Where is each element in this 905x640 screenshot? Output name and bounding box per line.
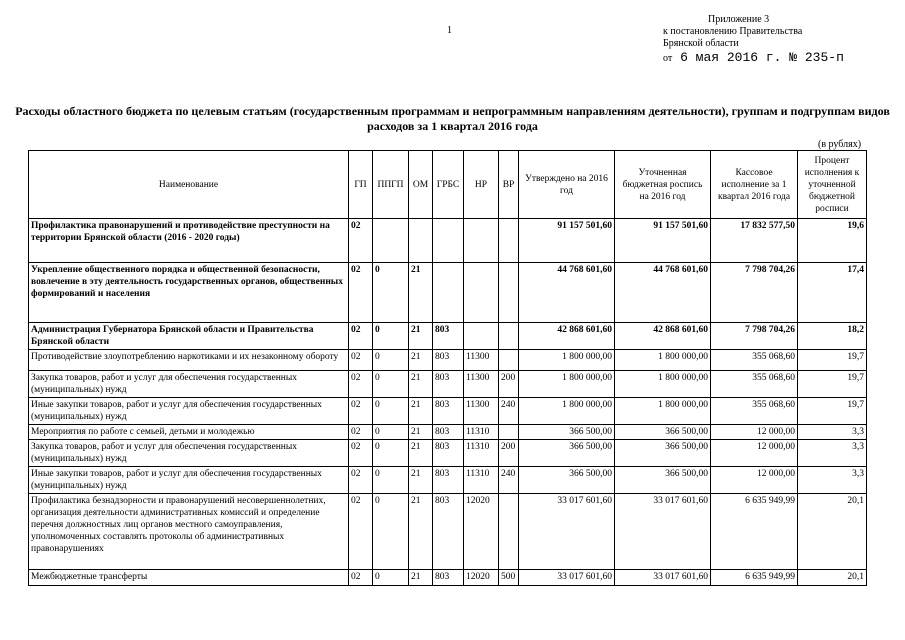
date-value: 6 мая 2016 г. № 235-п: [680, 50, 844, 65]
cell-approved: 366 500,00: [519, 425, 615, 440]
appendix-title: Приложение 3: [708, 14, 770, 25]
cell-grbs: 803: [433, 570, 464, 586]
cell-np: 12020: [464, 494, 499, 570]
cell-percent: 18,2: [798, 323, 867, 350]
header-refined: Уточненная бюджетная роспись на 2016 год: [615, 151, 711, 219]
cell-vr: [499, 350, 519, 371]
cell-name: Закупка товаров, работ и услуг для обеспечения государственных (муниципальных) нужд: [29, 440, 349, 467]
cell-np: [464, 263, 499, 323]
appendix-decree: к постановлению Правительства: [663, 26, 803, 37]
cell-ppgp: 0: [373, 467, 409, 494]
cell-om: 21: [409, 263, 433, 323]
header-gp: ГП: [349, 151, 373, 219]
cell-grbs: 803: [433, 440, 464, 467]
cell-approved: 33 017 601,60: [519, 570, 615, 586]
table-row: [29, 398, 867, 425]
cell-gp: 02: [349, 323, 373, 350]
cell-name: Мероприятия по работе с семьей, детьми и молодежью: [29, 425, 349, 440]
appendix-date: [663, 50, 844, 67]
cell-percent: 20,1: [798, 570, 867, 586]
appendix-block: [663, 14, 844, 67]
cell-refined: 366 500,00: [615, 425, 711, 440]
cell-approved: 1 800 000,00: [519, 350, 615, 371]
cell-ppgp: 0: [373, 425, 409, 440]
cell-cash: 6 635 949,99: [711, 570, 798, 586]
cell-cash: 7 798 704,26: [711, 323, 798, 350]
cell-vr: [499, 425, 519, 440]
cell-om: 21: [409, 398, 433, 425]
page-number: 1: [447, 25, 452, 36]
cell-vr: 200: [499, 371, 519, 398]
cell-percent: 3,3: [798, 440, 867, 467]
cell-refined: 42 868 601,60: [615, 323, 711, 350]
cell-name: Межбюджетные трансферты: [29, 570, 349, 586]
cell-vr: [499, 263, 519, 323]
cell-name: Иные закупки товаров, работ и услуг для обеспечения государственных (муниципальных) нужд: [29, 467, 349, 494]
cell-np: [464, 323, 499, 350]
cell-om: 21: [409, 570, 433, 586]
cell-cash: 6 635 949,99: [711, 494, 798, 570]
cell-percent: 19,6: [798, 219, 867, 263]
cell-grbs: [433, 263, 464, 323]
cell-ppgp: 0: [373, 263, 409, 323]
table-header-row: [29, 151, 867, 219]
table-row: [29, 440, 867, 467]
cell-ppgp: [373, 219, 409, 263]
header-grbs: ГРБС: [433, 151, 464, 219]
table-row: [29, 371, 867, 398]
table-row: [29, 570, 867, 586]
header-name: Наименование: [29, 151, 349, 219]
cell-om: 21: [409, 494, 433, 570]
cell-cash: 17 832 577,50: [711, 219, 798, 263]
cell-gp: 02: [349, 425, 373, 440]
cell-om: 21: [409, 440, 433, 467]
cell-grbs: 803: [433, 398, 464, 425]
cell-np: 11310: [464, 440, 499, 467]
table-row: [29, 494, 867, 570]
cell-percent: 17,4: [798, 263, 867, 323]
table-row: [29, 263, 867, 323]
cell-np: 11310: [464, 467, 499, 494]
cell-approved: 91 157 501,60: [519, 219, 615, 263]
cell-percent: 20,1: [798, 494, 867, 570]
cell-approved: 33 017 601,60: [519, 494, 615, 570]
cell-name: Профилактика безнадзорности и правонарушений несовершеннолетних, организация деятельности административных комиссий и определение перечня должностных лиц органов местного самоуправления, уполномоченных составлять протоколы об административных правонарушениях: [29, 494, 349, 570]
document-title: Расходы областного бюджета по целевым статьям (государственным программам и непрограммным направлениям деятельности), группам и подгруппам видов расходов за 1 квартал 2016 года: [15, 104, 890, 133]
cell-cash: 12 000,00: [711, 467, 798, 494]
cell-np: 12020: [464, 570, 499, 586]
cell-refined: 1 800 000,00: [615, 350, 711, 371]
cell-grbs: 803: [433, 371, 464, 398]
appendix-region: Брянской области: [663, 38, 739, 49]
expenses-table: [28, 150, 867, 586]
header-ppgp: ППГП: [373, 151, 409, 219]
cell-cash: 12 000,00: [711, 440, 798, 467]
cell-om: 21: [409, 323, 433, 350]
cell-percent: 3,3: [798, 467, 867, 494]
cell-grbs: 803: [433, 425, 464, 440]
cell-om: 21: [409, 371, 433, 398]
cell-name: Иные закупки товаров, работ и услуг для обеспечения государственных (муниципальных) нужд: [29, 398, 349, 425]
cell-gp: 02: [349, 467, 373, 494]
cell-om: 21: [409, 425, 433, 440]
table-row: [29, 323, 867, 350]
cell-refined: 33 017 601,60: [615, 570, 711, 586]
cell-np: 11310: [464, 425, 499, 440]
cell-gp: 02: [349, 263, 373, 323]
header-percent: Процент исполнения к уточненной бюджетной росписи: [798, 151, 867, 219]
cell-gp: 02: [349, 570, 373, 586]
cell-np: 11300: [464, 371, 499, 398]
table-row: [29, 219, 867, 263]
cell-np: [464, 219, 499, 263]
date-prefix: от: [663, 53, 673, 64]
cell-approved: 366 500,00: [519, 467, 615, 494]
cell-om: [409, 219, 433, 263]
cell-np: 11300: [464, 350, 499, 371]
cell-refined: 366 500,00: [615, 467, 711, 494]
cell-gp: 02: [349, 398, 373, 425]
cell-refined: 1 800 000,00: [615, 398, 711, 425]
cell-vr: [499, 494, 519, 570]
cell-vr: [499, 323, 519, 350]
cell-grbs: 803: [433, 350, 464, 371]
cell-name: Противодействие злоупотреблению наркотиками и их незаконному обороту: [29, 350, 349, 371]
cell-name: Профилактика правонарушений и противодействие преступности на территории Брянской области (2016 - 2020 годы): [29, 219, 349, 263]
cell-ppgp: 0: [373, 440, 409, 467]
cell-om: 21: [409, 350, 433, 371]
cell-percent: 19,7: [798, 398, 867, 425]
cell-refined: 44 768 601,60: [615, 263, 711, 323]
cell-gp: 02: [349, 371, 373, 398]
cell-gp: 02: [349, 350, 373, 371]
cell-ppgp: 0: [373, 398, 409, 425]
header-cash: Кассовое исполнение за 1 квартал 2016 года: [711, 151, 798, 219]
header-approved: Утверждено на 2016 год: [519, 151, 615, 219]
table-row: [29, 350, 867, 371]
cell-percent: 19,7: [798, 371, 867, 398]
cell-gp: 02: [349, 440, 373, 467]
cell-name: Закупка товаров, работ и услуг для обеспечения государственных (муниципальных) нужд: [29, 371, 349, 398]
cell-cash: 7 798 704,26: [711, 263, 798, 323]
cell-approved: 1 800 000,00: [519, 371, 615, 398]
cell-approved: 1 800 000,00: [519, 398, 615, 425]
cell-ppgp: 0: [373, 494, 409, 570]
cell-percent: 19,7: [798, 350, 867, 371]
cell-grbs: 803: [433, 494, 464, 570]
cell-vr: 240: [499, 398, 519, 425]
cell-approved: 44 768 601,60: [519, 263, 615, 323]
cell-vr: 200: [499, 440, 519, 467]
header-om: ОМ: [409, 151, 433, 219]
header-np: НР: [464, 151, 499, 219]
cell-ppgp: 0: [373, 350, 409, 371]
cell-ppgp: 0: [373, 323, 409, 350]
cell-ppgp: 0: [373, 371, 409, 398]
cell-refined: 366 500,00: [615, 440, 711, 467]
cell-grbs: 803: [433, 323, 464, 350]
cell-vr: 240: [499, 467, 519, 494]
cell-vr: [499, 219, 519, 263]
unit-label: (в рублях): [818, 139, 862, 150]
cell-cash: 355 068,60: [711, 398, 798, 425]
cell-percent: 3,3: [798, 425, 867, 440]
table-row: [29, 467, 867, 494]
cell-np: 11300: [464, 398, 499, 425]
cell-om: 21: [409, 467, 433, 494]
cell-name: Администрация Губернатора Брянской области и Правительства Брянской области: [29, 323, 349, 350]
cell-refined: 1 800 000,00: [615, 371, 711, 398]
table-body: [29, 219, 867, 586]
cell-cash: 355 068,60: [711, 350, 798, 371]
cell-grbs: 803: [433, 467, 464, 494]
cell-grbs: [433, 219, 464, 263]
cell-name: Укрепление общественного порядка и общественной безопасности, вовлечение в эту деятельность государственных органов, общественных формирований и населения: [29, 263, 349, 323]
cell-approved: 366 500,00: [519, 440, 615, 467]
cell-ppgp: 0: [373, 570, 409, 586]
cell-gp: 02: [349, 219, 373, 263]
table-row: [29, 425, 867, 440]
cell-approved: 42 868 601,60: [519, 323, 615, 350]
cell-refined: 91 157 501,60: [615, 219, 711, 263]
cell-cash: 355 068,60: [711, 371, 798, 398]
cell-cash: 12 000,00: [711, 425, 798, 440]
cell-refined: 33 017 601,60: [615, 494, 711, 570]
cell-gp: 02: [349, 494, 373, 570]
header-vr: ВР: [499, 151, 519, 219]
cell-vr: 500: [499, 570, 519, 586]
